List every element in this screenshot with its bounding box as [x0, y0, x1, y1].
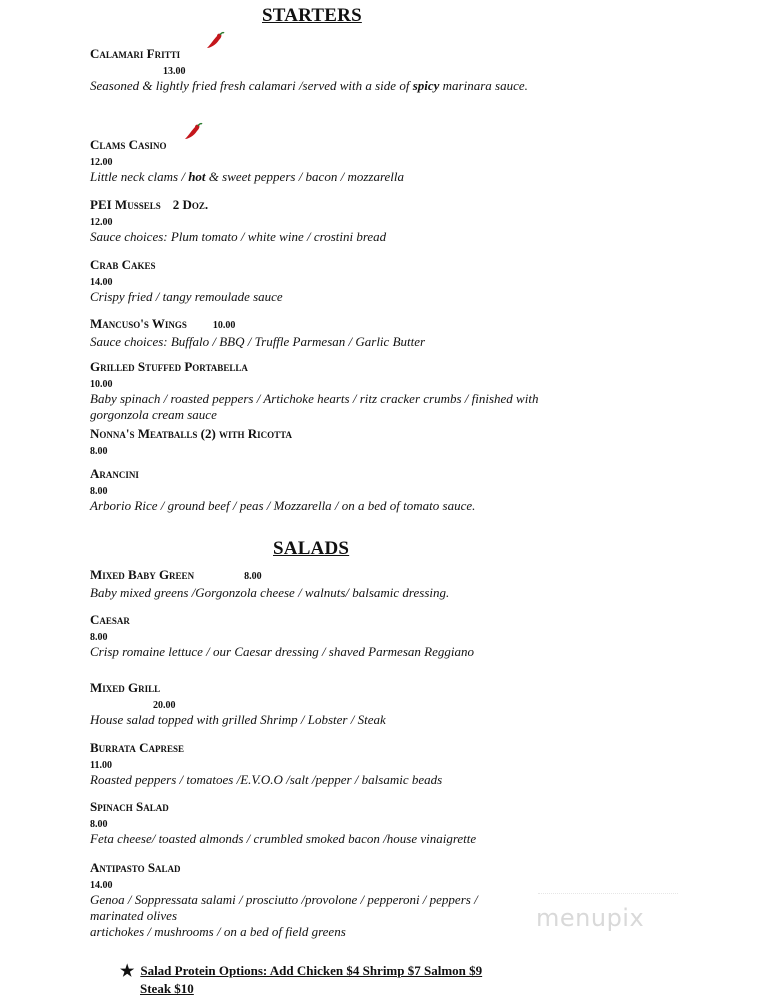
item-name: Antipasto Salad [90, 860, 181, 875]
item-description: Feta cheese/ toasted almonds / crumbled smoked bacon /house vinaigrette [90, 831, 477, 846]
item-price: 14.00 [90, 277, 113, 288]
item-description: Baby mixed greens /Gorgonzola cheese / walnuts/ balsamic dressing. [90, 585, 450, 600]
item-price: 14.00 [90, 880, 113, 891]
item-name: Burrata Caprese [90, 740, 184, 755]
item-description: Crisp romaine lettuce / our Caesar dressing / shaved Parmesan Reggiano [90, 644, 474, 659]
menu-item-antipasto-salad [90, 859, 540, 940]
menupix-watermark: menupix [536, 904, 645, 932]
item-price: 10.00 [212, 320, 236, 331]
item-description: Baby spinach / roasted peppers / Artichoke hearts / ritz cracker crumbs / finished with gorgonzola cream sauce [90, 391, 539, 422]
item-description: Sauce choices: Buffalo / BBQ / Truffle Parmesan / Garlic Butter [90, 334, 426, 349]
menu-item-burrata-caprese [90, 739, 540, 788]
item-name: Mancuso's Wings [90, 316, 187, 331]
starters-heading: STARTERS [262, 5, 362, 26]
item-price: 13.00 [163, 66, 186, 77]
menu-item-wings [90, 315, 540, 350]
item-name: Crab Cakes [90, 257, 156, 272]
menu-item-mixed-baby-green [90, 566, 540, 601]
item-price: 20.00 [153, 700, 176, 711]
item-description: Roasted peppers / tomatoes /E.V.O.O /salt /pepper / balsamic beads [90, 772, 443, 787]
item-name: Mixed Baby Green [90, 567, 195, 582]
menu-item-mixed-grill [90, 679, 540, 728]
item-quantity: 2 Doz. [172, 197, 209, 212]
menu-item-clams-casino [90, 136, 540, 185]
chili-pepper-icon [182, 122, 204, 144]
item-name: Grilled Stuffed Portabella [90, 359, 248, 374]
item-price: 8.00 [244, 571, 262, 582]
item-name: PEI Mussels [90, 197, 161, 212]
item-price: 8.00 [90, 446, 108, 457]
menu-item-meatballs [90, 425, 540, 457]
item-name: Clams Casino [90, 137, 167, 152]
item-price: 8.00 [90, 486, 108, 497]
watermark-dots [538, 893, 678, 900]
menu-item-arancini [90, 465, 540, 514]
item-name: Mixed Grill [90, 680, 161, 695]
salads-heading: SALADS [273, 538, 350, 559]
protein-options-line1: Salad Protein Options: Add Chicken $4 Shrimp $7 Salmon $9 [140, 963, 483, 978]
star-icon: ★ [120, 963, 135, 980]
item-description: Arborio Rice / ground beef / peas / Mozzarella / on a bed of tomato sauce. [90, 498, 476, 513]
item-price: 8.00 [90, 819, 108, 830]
item-price: 12.00 [90, 157, 113, 168]
item-name: Spinach Salad [90, 799, 169, 814]
item-price: 8.00 [90, 632, 108, 643]
item-description: Seasoned & lightly fried fresh calamari /served with a side of spicy marinara sauce. [90, 78, 528, 93]
item-name: Calamari Fritti [90, 46, 181, 61]
protein-options-line2: Steak $10 [140, 981, 194, 996]
salad-protein-options [120, 962, 560, 997]
menu-item-calamari [90, 45, 540, 94]
item-price: 10.00 [90, 379, 113, 390]
item-name: Nonna's Meatballs (2) with Ricotta [90, 426, 293, 441]
item-price: 12.00 [90, 217, 113, 228]
menu-item-spinach-salad [90, 798, 540, 847]
menu-item-crab-cakes [90, 256, 540, 305]
item-name: Caesar [90, 612, 130, 627]
item-description-cont: artichokes / mushrooms / on a bed of field greens [90, 924, 346, 939]
menu-item-pei-mussels [90, 196, 540, 245]
menu-item-portabella [90, 358, 540, 423]
item-description: Sauce choices: Plum tomato / white wine / crostini bread [90, 229, 387, 244]
menu-item-caesar [90, 611, 540, 660]
item-name: Arancini [90, 466, 139, 481]
item-description: Crispy fried / tangy remoulade sauce [90, 289, 283, 304]
item-description: Genoa / Soppressata salami / prosciutto /provolone / pepperoni / peppers / marinated olives [90, 892, 478, 923]
item-description: Little neck clams / hot & sweet peppers / bacon / mozzarella [90, 169, 405, 184]
chili-pepper-icon [204, 31, 226, 53]
item-description: House salad topped with grilled Shrimp / Lobster / Steak [90, 712, 386, 727]
item-price: 11.00 [90, 760, 112, 771]
